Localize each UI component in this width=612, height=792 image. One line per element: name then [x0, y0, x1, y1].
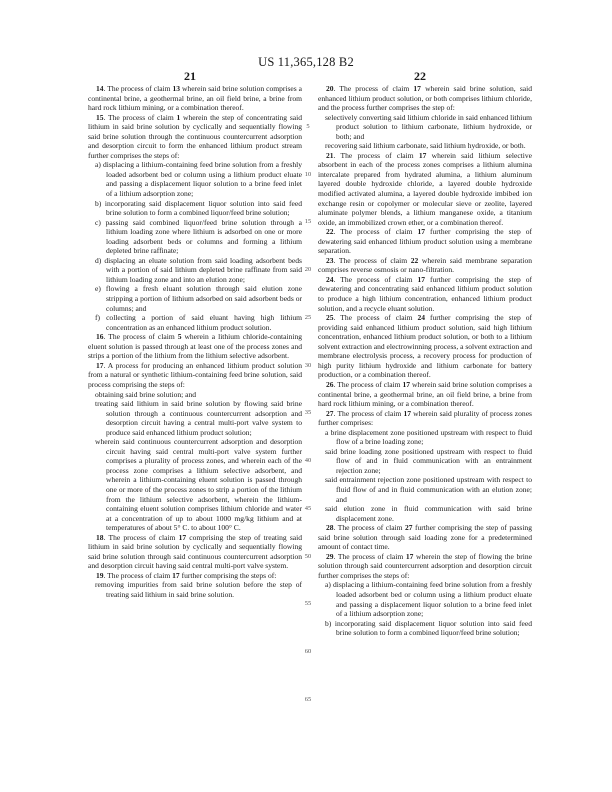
claim-22: 22. The process of claim 17 further comprising the step of dewatering said enhanced lithium product solution using a membrane separation. [318, 227, 532, 256]
column-number-left: 21 [184, 69, 196, 83]
patent-number: US 11,365,128 B2 [258, 55, 354, 69]
claim-14: 14. The process of claim 13 wherein said brine solution comprises a continental brine, a geothermal brine, an oil field brine, a brine from hard rock lithium mining, or a combination thereof. [88, 84, 302, 113]
claim-15: 15. The process of claim 1 wherein the step of concentrating said lithium in said brine solution by cyclically and sequentially flowing said brine solution through the continuous countercurrent adsorption and desorption circuit to form the enhanced lithium product stream further comprises the steps of: [88, 112, 302, 160]
claim-number: 29 [326, 551, 334, 561]
claim-number: 24 [326, 274, 334, 284]
claim-number: 17 [96, 360, 104, 370]
claim-21: 21. The process of claim 17 wherein said lithium selective absorbent in each of the process zones comprises a lithium alumina intercalate prepared from hydrated alumina, a lithium aluminum layered double hydroxide chloride, a layered double hydroxide modified activated alumina, a layered double hydroxide imbibed ion exchange resin or copolymer or molecular sieve or zeolite, layered aluminate polymer blends, a lithium manganese oxide, a titanium oxide, an immobilized crown ether, or a combination thereof. [318, 150, 532, 227]
claim-20: 20. The process of claim 17 wherein said brine solution, said enhanced lithium product solution, or both comprises lithium chloride, and the process further comprises the step of: [318, 84, 532, 113]
claim-23: 23. The process of claim 22 wherein said membrane separation comprises reverse osmosis or nano-filtration. [318, 255, 532, 275]
claims-column-left [88, 84, 302, 600]
claim-29-step-a: a) displacing a lithium-containing feed brine solution from a freshly loaded adsorbent bed or column using a lithium product eluate and passing a displacement liquor solution to a brine feed inlet of a lithium adsorption zone; [325, 580, 532, 619]
column-number-right: 22 [414, 69, 426, 83]
line-number: 30 [304, 362, 312, 369]
claim-24: 24. The process of claim 17 further comprising the step of dewatering and concentrating said enhanced lithium product solution to produce a high lithium concentration, enhanced lithium product solution, and a recycle eluant solution. [318, 274, 532, 313]
claim-17-wherein: wherein said continuous countercurrent adsorption and desorption circuit having said central multi-port valve system further comprises a plurality of process zones, and wherein each of the process zone comprises a lithium selective adsorbent, and wherein a lithium-containing eluent solution is passed through one or more of the process zones to strip a portion of the lithium from the lithium selective adsorbent, wherein the lithium-containing eluent solution comprises lithium chloride and water at a concentration of up to about 1000 mg/kg lithium and at temperatures of about 5° C. to about 100° C. [95, 437, 302, 533]
claim-number: 15 [96, 112, 104, 122]
line-number: 10 [304, 171, 312, 178]
claim-15-step-a: a) displacing a lithium-containing feed brine solution from a freshly loaded adsorbent bed or column using a lithium product eluate and passing a displacement liquor solution to a brine feed inlet of a lithium adsorption zone; [95, 160, 302, 199]
claim-28: 28. The process of claim 27 further comprising the step of passing said brine solution through said loading zone for a predetermined amount of contact time. [318, 523, 532, 552]
claim-number: 21 [326, 150, 334, 160]
claim-20-step: selectively converting said lithium chloride in said enhanced lithium product solution to lithium carbonate, lithium hydroxide, or both; and [325, 112, 532, 141]
claim-number: 18 [96, 532, 104, 542]
claim-15-step-e: e) flowing a fresh eluant solution through said elution zone stripping a portion of lithium adsorbed on said adsorbent beds or columns; and [95, 284, 302, 313]
claim-29: 29. The process of claim 17 wherein the step of flowing the brine solution through said countercurrent adsorption and desorption circuit further comprises the steps of: [318, 551, 532, 580]
line-number: 50 [304, 553, 312, 560]
line-number: 65 [304, 696, 312, 703]
claim-number: 20 [326, 84, 334, 93]
claim-number: 27 [326, 408, 334, 418]
claim-20-step: recovering said lithium carbonate, said lithium hydroxide, or both. [325, 141, 526, 151]
claim-number: 28 [326, 523, 334, 533]
claim-27-zone: said elution zone in fluid communication with said brine displacement zone. [325, 504, 532, 523]
line-number: 55 [304, 600, 312, 607]
line-number: 20 [304, 266, 312, 273]
claim-27-zone: said entrainment rejection zone positioned upstream with respect to fluid flow of and in fluid communication with an elution zone; and [325, 475, 532, 504]
line-number: 5 [306, 123, 310, 130]
claim-17-step: treating said lithium in said brine solution by flowing said brine solution through a continuous countercurrent adsorption and desorption circuit having a central multi-port valve system to produce said enhanced lithium product solution; [95, 399, 302, 437]
claim-27: 27. The process of claim 17 wherein said plurality of process zones further comprises: [318, 408, 532, 428]
line-number: 25 [304, 314, 312, 321]
line-number: 60 [304, 648, 312, 655]
claim-15-step-b: b) incorporating said displacement liquor solution into said feed brine solution to form a combined liquor/feed brine solution; [95, 198, 302, 218]
claim-number: 25 [326, 313, 334, 323]
claim-number: 26 [326, 379, 334, 389]
claim-27-zone: a brine displacement zone positioned upstream with respect to fluid flow of a brine loading zone; [325, 427, 532, 447]
claim-19-step: removing impurities from said brine solution before the step of treating said lithium in said brine solution. [95, 580, 302, 599]
claim-number: 22 [326, 227, 334, 237]
claim-17-step: obtaining said brine solution; and [95, 389, 197, 399]
claim-26: 26. The process of claim 17 wherein said brine solution comprises a continental brine, a geothermal brine, an oil field brine, a brine from hard rock lithium mining, or a combination thereof. [318, 379, 532, 409]
line-number: 35 [304, 409, 312, 416]
claim-number: 23 [326, 255, 334, 265]
claim-15-step-f: f) collecting a portion of said eluant having high lithium concentration as an enhanced lithium product solution. [95, 313, 302, 332]
claim-number: 16 [96, 332, 104, 342]
claim-16: 16. The process of claim 5 wherein a lithium chloride-containing eluent solution is passed through at least one of the process zones and strips a portion of the lithium from the lithium selective adsorbent. [88, 332, 302, 361]
claim-number: 19 [96, 570, 104, 580]
claim-17: 17. A process for producing an enhanced lithium product solution from a natural or synthetic lithium-containing feed brine solution, said process comprising the steps of: [88, 360, 302, 389]
line-number: 40 [304, 457, 312, 464]
claim-18: 18. The process of claim 17 comprising the step of treating said lithium in said brine solution by cyclically and sequentially flowing said brine solution through said continuous countercurrent adsorption and desorption circuit having said central multi-port valve system. [88, 532, 302, 571]
claim-19: 19. The process of claim 17 further comprising the steps of: [96, 570, 277, 580]
claim-25: 25. The process of claim 24 further comprising the step of providing said enhanced lithium product solution, said high lithium concentration, enhanced lithium product solution, or both to a lithium solvent extraction and electrowinning process, a solvent extraction and membrane electrolysis process, a recovery process for production of high purity lithium hydroxide and lithium carbonate for battery production, or a combination thereof. [318, 313, 532, 380]
claim-29-step-b: b) incorporating said displacement liquor solution into said feed brine solution to form a combined liquor/feed brine solution; [325, 618, 532, 638]
claims-column-right [318, 84, 532, 638]
claim-number: 14 [96, 84, 104, 93]
line-number: 15 [304, 218, 312, 225]
line-number: 45 [304, 505, 312, 512]
claim-27-zone: said brine loading zone positioned upstream with respect to fluid flow of and in fluid communication with an entrainment rejection zone; [325, 446, 532, 475]
claim-15-step-c: c) passing said combined liquor/feed brine solution through a lithium loading zone where lithium is adsorbed on one or more loading adsorbent beds or columns and forming a lithium depleted brine raffinate; [95, 217, 302, 256]
claim-15-step-d: d) displacing an eluate solution from said loading adsorbent beds with a portion of said lithium depleted brine raffinate from said lithium loading zone and into an elution zone; [95, 255, 302, 284]
